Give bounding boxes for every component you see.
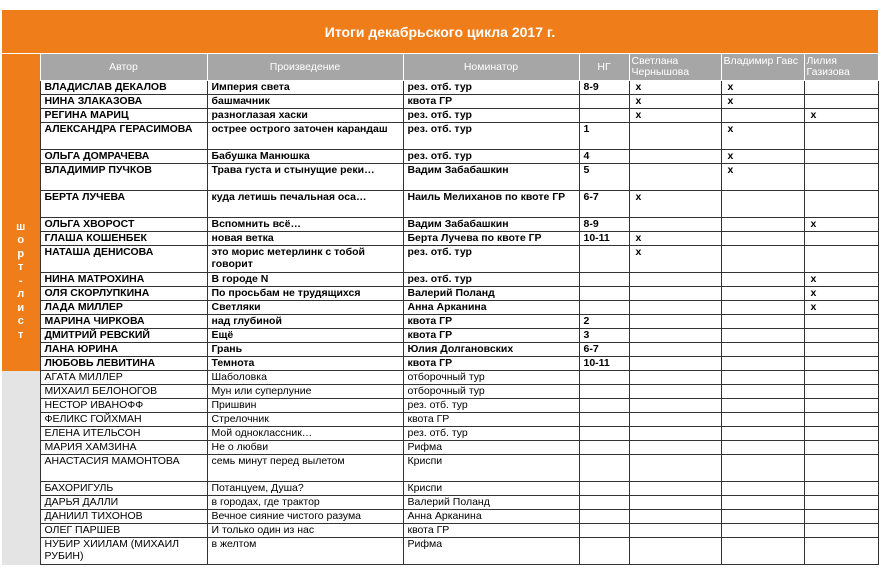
author-cell: НИНА МАТРОХИНА — [40, 273, 207, 287]
author-cell: ЛАДА МИЛЛЕР — [40, 301, 207, 315]
ng-cell: 6-7 — [579, 343, 629, 357]
work-cell: Ещё — [207, 329, 403, 343]
shortlist-row — [2, 109, 878, 123]
work-cell: Стрелочник — [207, 413, 403, 427]
nominator-cell: рез. отб. тур — [403, 273, 579, 287]
judge-3-mark: х — [804, 301, 878, 315]
other-row — [2, 427, 878, 441]
shortlist-row — [2, 218, 878, 232]
judge-2-mark — [721, 191, 804, 218]
judge-2-mark — [721, 482, 804, 496]
work-cell: семь минут перед вылетом — [207, 455, 403, 482]
other-row — [2, 524, 878, 538]
judge-1-mark — [629, 427, 721, 441]
author-cell: АЛЕКСАНДРА ГЕРАСИМОВА — [40, 123, 207, 150]
work-cell: Вспомнить всё… — [207, 218, 403, 232]
judge-2-mark: х — [721, 123, 804, 150]
other-row — [2, 385, 878, 399]
side-label-char: л — [17, 288, 25, 300]
nominator-cell: Криспи — [403, 455, 579, 482]
judge-2-mark — [721, 385, 804, 399]
work-cell: Бабушка Манюшка — [207, 150, 403, 164]
author-cell: ЕЛЕНА ИТЕЛЬСОН — [40, 427, 207, 441]
col-judge-1[interactable]: Светлана Чернышова — [629, 54, 721, 81]
judge-3-mark — [804, 482, 878, 496]
other-row — [2, 399, 878, 413]
nominator-cell: Вадим Забабашкин — [403, 218, 579, 232]
ng-cell — [579, 287, 629, 301]
ng-cell — [579, 510, 629, 524]
work-cell: По просьбам не трудящихся — [207, 287, 403, 301]
other-row — [2, 482, 878, 496]
ng-cell: 6-7 — [579, 191, 629, 218]
author-cell: ГЛАША КОШЕНБЕК — [40, 232, 207, 246]
judge-3-mark — [804, 81, 878, 95]
judge-2-mark — [721, 371, 804, 385]
work-cell: И только один из нас — [207, 524, 403, 538]
judge-1-mark — [629, 538, 721, 565]
judge-1-mark: х — [629, 95, 721, 109]
ng-cell — [579, 482, 629, 496]
judge-3-mark — [804, 191, 878, 218]
author-cell: БАХОРИГУЛЬ — [40, 482, 207, 496]
shortlist-side-label — [2, 81, 40, 371]
nominator-cell: рез. отб. тур — [403, 109, 579, 123]
ng-cell: 1 — [579, 123, 629, 150]
col-work[interactable]: Произведение — [207, 54, 403, 81]
judge-3-mark — [804, 123, 878, 150]
shortlist-row — [2, 287, 878, 301]
judge-1-mark — [629, 385, 721, 399]
author-cell: МИХАИЛ БЕЛОНОГОВ — [40, 385, 207, 399]
ng-cell — [579, 371, 629, 385]
other-row — [2, 496, 878, 510]
judge-1-mark — [629, 164, 721, 191]
author-cell: ВЛАДИСЛАВ ДЕКАЛОВ — [40, 81, 207, 95]
side-label-char: - — [18, 274, 23, 287]
work-cell: Темнота — [207, 357, 403, 371]
other-row — [2, 371, 878, 385]
shortlist-row — [2, 164, 878, 191]
ng-cell: 5 — [579, 164, 629, 191]
ng-cell — [579, 246, 629, 273]
ng-cell: 2 — [579, 315, 629, 329]
ng-cell: 8-9 — [579, 81, 629, 95]
judge-3-mark — [804, 315, 878, 329]
nominator-cell: Валерий Поланд — [403, 287, 579, 301]
judge-2-mark — [721, 413, 804, 427]
judge-1-mark — [629, 510, 721, 524]
work-cell: новая ветка — [207, 232, 403, 246]
nominator-cell: квота ГР — [403, 524, 579, 538]
judge-2-mark — [721, 246, 804, 273]
nominator-cell: Наиль Мелиханов по квоте ГР — [403, 191, 579, 218]
judge-2-mark — [721, 455, 804, 482]
side-header-cell — [2, 54, 40, 81]
judge-2-mark — [721, 441, 804, 455]
author-cell: ДАРЬЯ ДАЛЛИ — [40, 496, 207, 510]
shortlist-row — [2, 232, 878, 246]
judge-1-mark: х — [629, 109, 721, 123]
nominator-cell: рез. отб. тур — [403, 246, 579, 273]
shortlist-row — [2, 81, 878, 95]
author-cell: ЛЮБОВЬ ЛЕВИТИНА — [40, 357, 207, 371]
ng-cell — [579, 109, 629, 123]
work-cell: Светляки — [207, 301, 403, 315]
judge-2-mark — [721, 496, 804, 510]
judge-1-mark — [629, 329, 721, 343]
side-label-char: т — [18, 261, 24, 273]
judge-1-mark — [629, 315, 721, 329]
author-cell: МАРИЯ ХАМЗИНА — [40, 441, 207, 455]
judge-1-mark — [629, 287, 721, 301]
side-label-char: с — [17, 315, 24, 327]
author-cell: БЕРТА ЛУЧЕВА — [40, 191, 207, 218]
author-cell: ОЛЬГА ХВОРОСТ — [40, 218, 207, 232]
judge-2-mark — [721, 329, 804, 343]
ng-cell — [579, 413, 629, 427]
col-nominator[interactable]: Номинатор — [403, 54, 579, 81]
nominator-cell: Вадим Забабашкин — [403, 164, 579, 191]
work-cell: над глубиной — [207, 315, 403, 329]
judge-3-mark — [804, 524, 878, 538]
side-label-char: т — [18, 328, 24, 341]
ng-cell — [579, 496, 629, 510]
judge-2-mark — [721, 343, 804, 357]
shortlist-row — [2, 246, 878, 273]
other-row — [2, 413, 878, 427]
judge-3-mark — [804, 357, 878, 371]
ng-cell: 4 — [579, 150, 629, 164]
work-cell: разноглазая хаски — [207, 109, 403, 123]
judge-3-mark — [804, 441, 878, 455]
nominator-cell: отборочный тур — [403, 371, 579, 385]
col-judge-3[interactable]: Лилия Газизова — [804, 54, 878, 81]
work-cell: это морис метерлинк с тобой говорит — [207, 246, 403, 273]
col-ng[interactable]: НГ — [579, 54, 629, 81]
judge-2-mark — [721, 232, 804, 246]
nominator-cell: Криспи — [403, 482, 579, 496]
work-cell: Мун или суперлуние — [207, 385, 403, 399]
judge-2-mark — [721, 399, 804, 413]
judge-1-mark — [629, 524, 721, 538]
work-cell: башмачник — [207, 95, 403, 109]
work-cell: Вечное сияние чистого разума — [207, 510, 403, 524]
judge-2-mark — [721, 357, 804, 371]
other-row — [2, 510, 878, 524]
judge-3-mark — [804, 371, 878, 385]
results-sheet — [2, 10, 878, 565]
author-cell: НУБИР ХИИЛАМ (МИХАИЛ РУБИН) — [40, 538, 207, 565]
author-cell: ФЕЛИКС ГОЙХМАН — [40, 413, 207, 427]
judge-3-mark — [804, 496, 878, 510]
judge-1-mark — [629, 371, 721, 385]
work-cell: острее острого заточен карандаш — [207, 123, 403, 150]
nominator-cell: квота ГР — [403, 413, 579, 427]
judge-2-mark — [721, 218, 804, 232]
others-side-cell — [2, 371, 40, 565]
author-cell: РЕГИНА МАРИЦ — [40, 109, 207, 123]
work-cell: Не о любви — [207, 441, 403, 455]
judge-3-mark — [804, 510, 878, 524]
judge-2-mark — [721, 510, 804, 524]
judge-3-mark — [804, 329, 878, 343]
work-cell: в желтом — [207, 538, 403, 565]
nominator-cell: отборочный тур — [403, 385, 579, 399]
shortlist-row — [2, 357, 878, 371]
ng-cell — [579, 273, 629, 287]
other-row — [2, 538, 878, 565]
judge-3-mark — [804, 246, 878, 273]
judge-1-mark — [629, 496, 721, 510]
judge-1-mark: х — [629, 81, 721, 95]
ng-cell — [579, 301, 629, 315]
ng-cell — [579, 95, 629, 109]
judge-2-mark: х — [721, 164, 804, 191]
author-cell: ДАНИИЛ ТИХОНОВ — [40, 510, 207, 524]
judge-3-mark — [804, 232, 878, 246]
ng-cell: 3 — [579, 329, 629, 343]
author-cell: ОЛЯ СКОРЛУПКИНА — [40, 287, 207, 301]
ng-cell — [579, 455, 629, 482]
judge-3-mark: х — [804, 273, 878, 287]
judge-1-mark — [629, 455, 721, 482]
shortlist-row — [2, 301, 878, 315]
nominator-cell: квота ГР — [403, 315, 579, 329]
author-cell: НЕСТОР ИВАНОФФ — [40, 399, 207, 413]
ng-cell — [579, 427, 629, 441]
judge-2-mark: х — [721, 95, 804, 109]
work-cell: Грань — [207, 343, 403, 357]
judge-1-mark — [629, 399, 721, 413]
shortlist-row — [2, 315, 878, 329]
author-cell: ЛАНА ЮРИНА — [40, 343, 207, 357]
author-cell: НАТАША ДЕНИСОВА — [40, 246, 207, 273]
nominator-cell: рез. отб. тур — [403, 81, 579, 95]
ng-cell: 10-11 — [579, 232, 629, 246]
judge-3-mark — [804, 538, 878, 565]
ng-cell: 8-9 — [579, 218, 629, 232]
shortlist-row — [2, 123, 878, 150]
other-row — [2, 455, 878, 482]
author-cell: ВЛАДИМИР ПУЧКОВ — [40, 164, 207, 191]
nominator-cell: рез. отб. тур — [403, 123, 579, 150]
judge-3-mark — [804, 427, 878, 441]
judge-3-mark: х — [804, 287, 878, 301]
shortlist-row — [2, 343, 878, 357]
judge-3-mark — [804, 164, 878, 191]
work-cell: Пришвин — [207, 399, 403, 413]
ng-cell — [579, 538, 629, 565]
ng-cell — [579, 399, 629, 413]
judge-1-mark — [629, 413, 721, 427]
nominator-cell: Анна Арканина — [403, 301, 579, 315]
judge-1-mark — [629, 218, 721, 232]
judge-3-mark — [804, 385, 878, 399]
nominator-cell: квота ГР — [403, 329, 579, 343]
shortlist-row — [2, 95, 878, 109]
shortlist-row — [2, 273, 878, 287]
sheet-title: Итоги декабрьского цикла 2017 г. — [2, 10, 878, 53]
ng-cell — [579, 524, 629, 538]
ng-cell — [579, 385, 629, 399]
judge-3-mark — [804, 455, 878, 482]
judge-3-mark — [804, 399, 878, 413]
judge-2-mark — [721, 109, 804, 123]
judge-1-mark — [629, 123, 721, 150]
judge-2-mark — [721, 287, 804, 301]
nominator-cell: квота ГР — [403, 95, 579, 109]
ng-cell: 10-11 — [579, 357, 629, 371]
author-cell: ДМИТРИЙ РЕВСКИЙ — [40, 329, 207, 343]
side-label-char: р — [17, 247, 25, 260]
judge-2-mark — [721, 538, 804, 565]
judge-1-mark — [629, 150, 721, 164]
shortlist-row — [2, 329, 878, 343]
judge-3-mark: х — [804, 218, 878, 232]
judge-1-mark — [629, 343, 721, 357]
nominator-cell: Юлия Долгановских — [403, 343, 579, 357]
judge-3-mark — [804, 413, 878, 427]
judge-2-mark — [721, 273, 804, 287]
judge-2-mark — [721, 524, 804, 538]
judge-3-mark — [804, 95, 878, 109]
col-author[interactable]: Автор — [40, 54, 207, 81]
work-cell: куда летишь печальная оса… — [207, 191, 403, 218]
judge-1-mark: х — [629, 246, 721, 273]
nominator-cell: Валерий Поланд — [403, 496, 579, 510]
judge-1-mark — [629, 357, 721, 371]
judge-3-mark — [804, 150, 878, 164]
judge-3-mark — [804, 343, 878, 357]
other-row — [2, 441, 878, 455]
judge-2-mark — [721, 315, 804, 329]
judge-1-mark: х — [629, 191, 721, 218]
judge-1-mark — [629, 301, 721, 315]
author-cell: ОЛЬГА ДОМРАЧЕВА — [40, 150, 207, 164]
author-cell: ОЛЕГ ПАРШЕВ — [40, 524, 207, 538]
author-cell: МАРИНА ЧИРКОВА — [40, 315, 207, 329]
judge-2-mark — [721, 301, 804, 315]
nominator-cell: рез. отб. тур — [403, 427, 579, 441]
nominator-cell: рез. отб. тур — [403, 399, 579, 413]
nominator-cell: рез. отб. тур — [403, 150, 579, 164]
nominator-cell: Берта Лучева по квоте ГР — [403, 232, 579, 246]
col-judge-2[interactable]: Владимир Гавс — [721, 54, 804, 81]
judge-2-mark: х — [721, 150, 804, 164]
work-cell: Шаболовка — [207, 371, 403, 385]
author-cell: НИНА ЗЛАКАЗОВА — [40, 95, 207, 109]
nominator-cell: Анна Арканина — [403, 510, 579, 524]
work-cell: в городах, где трактор — [207, 496, 403, 510]
work-cell: Империя света — [207, 81, 403, 95]
work-cell: В городе N — [207, 273, 403, 287]
judge-2-mark — [721, 427, 804, 441]
judge-2-mark: х — [721, 81, 804, 95]
work-cell: Мой одноклассник… — [207, 427, 403, 441]
judge-1-mark: х — [629, 232, 721, 246]
author-cell: АГАТА МИЛЛЕР — [40, 371, 207, 385]
nominator-cell: квота ГР — [403, 357, 579, 371]
judge-1-mark — [629, 441, 721, 455]
shortlist-row — [2, 150, 878, 164]
judge-1-mark — [629, 273, 721, 287]
nominator-cell: Рифма — [403, 441, 579, 455]
side-label-char: о — [17, 234, 25, 246]
ng-cell — [579, 441, 629, 455]
side-label-char: ш — [16, 220, 26, 233]
work-cell: Потанцуем, Душа? — [207, 482, 403, 496]
shortlist-row — [2, 191, 878, 218]
judge-1-mark — [629, 482, 721, 496]
author-cell: АНАСТАСИЯ МАМОНТОВА — [40, 455, 207, 482]
nominator-cell: Рифма — [403, 538, 579, 565]
header-row — [2, 54, 878, 81]
side-label-char: и — [17, 301, 25, 314]
work-cell: Трава густа и стынущие реки… — [207, 164, 403, 191]
results-table — [2, 53, 879, 565]
judge-3-mark: х — [804, 109, 878, 123]
